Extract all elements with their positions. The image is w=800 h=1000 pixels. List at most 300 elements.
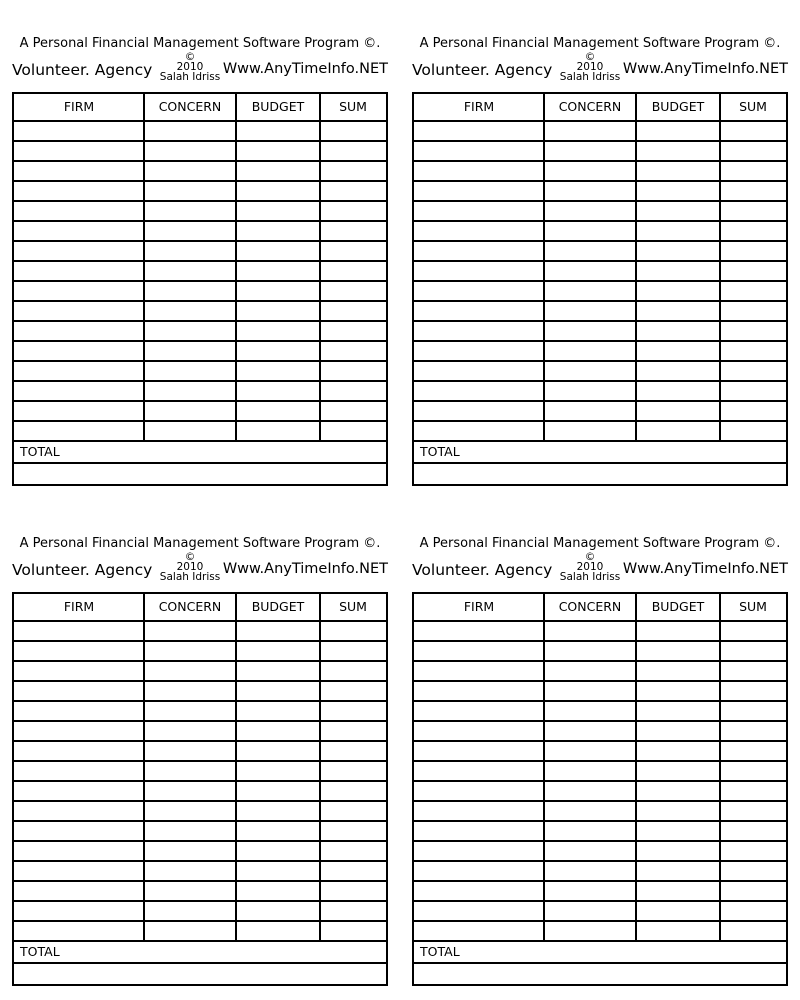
- table-cell[interactable]: [144, 642, 234, 660]
- table-cell[interactable]: [544, 922, 634, 940]
- table-cell[interactable]: [636, 282, 718, 300]
- copyright-icon: ©: [584, 551, 596, 563]
- table-cell[interactable]: [544, 322, 634, 340]
- table-cell[interactable]: [414, 322, 542, 340]
- table-cell[interactable]: [320, 882, 384, 900]
- table-cell[interactable]: [544, 222, 634, 240]
- table-cell[interactable]: [414, 862, 542, 880]
- table-cell[interactable]: [14, 922, 142, 940]
- table-cell[interactable]: [320, 362, 384, 380]
- table-cell[interactable]: [14, 142, 142, 160]
- table-cell[interactable]: [236, 822, 318, 840]
- table-cell[interactable]: [14, 162, 142, 180]
- table-cell[interactable]: [236, 802, 318, 820]
- table-cell[interactable]: [320, 722, 384, 740]
- table-cell[interactable]: [144, 362, 234, 380]
- table-cell[interactable]: [544, 782, 634, 800]
- table-cell[interactable]: [236, 182, 318, 200]
- table-cell[interactable]: [144, 682, 234, 700]
- table-cell[interactable]: [236, 362, 318, 380]
- table-cell[interactable]: [720, 922, 784, 940]
- author-name: Salah Idriss: [559, 71, 621, 83]
- total-value-field[interactable]: [414, 464, 786, 482]
- table-cell[interactable]: [720, 782, 784, 800]
- table-cell[interactable]: [320, 922, 384, 940]
- table-cell[interactable]: [14, 202, 142, 220]
- row-divider: [414, 440, 786, 442]
- table-cell[interactable]: [636, 882, 718, 900]
- table-cell[interactable]: [144, 882, 234, 900]
- table-cell[interactable]: [320, 162, 384, 180]
- table-cell[interactable]: [414, 142, 542, 160]
- table-cell[interactable]: [14, 622, 142, 640]
- table-cell[interactable]: [236, 242, 318, 260]
- column-header-firm: FIRM: [463, 99, 495, 114]
- table-cell[interactable]: [414, 342, 542, 360]
- table-cell[interactable]: [636, 142, 718, 160]
- table-cell[interactable]: [320, 282, 384, 300]
- table-cell[interactable]: [544, 362, 634, 380]
- table-cell[interactable]: [544, 662, 634, 680]
- table-cell[interactable]: [636, 782, 718, 800]
- table-cell[interactable]: [14, 642, 142, 660]
- table-cell[interactable]: [720, 642, 784, 660]
- table-cell[interactable]: [544, 882, 634, 900]
- table-cell[interactable]: [14, 682, 142, 700]
- table-cell[interactable]: [720, 162, 784, 180]
- table-cell[interactable]: [636, 122, 718, 140]
- table-cell[interactable]: [320, 262, 384, 280]
- table-cell[interactable]: [636, 242, 718, 260]
- table-cell[interactable]: [720, 762, 784, 780]
- column-divider: [235, 594, 237, 942]
- table-cell[interactable]: [720, 342, 784, 360]
- table-cell[interactable]: [320, 802, 384, 820]
- table-cell[interactable]: [544, 822, 634, 840]
- table-cell[interactable]: [720, 382, 784, 400]
- table-cell[interactable]: [144, 802, 234, 820]
- table-cell[interactable]: [144, 722, 234, 740]
- table-cell[interactable]: [144, 782, 234, 800]
- table-cell[interactable]: [636, 202, 718, 220]
- table-cell[interactable]: [720, 702, 784, 720]
- total-value-field[interactable]: [414, 964, 786, 982]
- table-cell[interactable]: [320, 202, 384, 220]
- table-cell[interactable]: [14, 862, 142, 880]
- table-cell[interactable]: [414, 842, 542, 860]
- table-cell[interactable]: [144, 222, 234, 240]
- table-cell[interactable]: [320, 402, 384, 420]
- table-cell[interactable]: [544, 202, 634, 220]
- table-cell[interactable]: [720, 362, 784, 380]
- table-cell[interactable]: [320, 762, 384, 780]
- table-cell[interactable]: [720, 682, 784, 700]
- total-value-field[interactable]: [14, 464, 386, 482]
- table-cell[interactable]: [236, 222, 318, 240]
- table-cell[interactable]: [720, 302, 784, 320]
- table-cell[interactable]: [14, 762, 142, 780]
- table-cell[interactable]: [720, 182, 784, 200]
- table-cell[interactable]: [414, 382, 542, 400]
- table-cell[interactable]: [544, 722, 634, 740]
- table-cell[interactable]: [414, 642, 542, 660]
- table-cell[interactable]: [144, 282, 234, 300]
- agency-name: Volunteer. Agency: [12, 561, 153, 579]
- table-cell[interactable]: [14, 802, 142, 820]
- table-cell[interactable]: [720, 842, 784, 860]
- column-header-concern: CONCERN: [558, 99, 622, 114]
- table-cell[interactable]: [236, 142, 318, 160]
- table-cell[interactable]: [414, 682, 542, 700]
- column-header-concern: CONCERN: [158, 99, 222, 114]
- table-cell[interactable]: [144, 142, 234, 160]
- table-cell[interactable]: [236, 622, 318, 640]
- table-cell[interactable]: [320, 822, 384, 840]
- table-cell[interactable]: [636, 422, 718, 440]
- table-cell[interactable]: [414, 922, 542, 940]
- table-cell[interactable]: [236, 742, 318, 760]
- table-cell[interactable]: [144, 662, 234, 680]
- table-cell[interactable]: [14, 382, 142, 400]
- table-cell[interactable]: [636, 402, 718, 420]
- table-cell[interactable]: [720, 862, 784, 880]
- table-cell[interactable]: [14, 222, 142, 240]
- table-cell[interactable]: [544, 122, 634, 140]
- table-cell[interactable]: [636, 382, 718, 400]
- table-cell[interactable]: [414, 122, 542, 140]
- expense-form: [12, 36, 388, 496]
- table-cell[interactable]: [636, 662, 718, 680]
- table-cell[interactable]: [236, 882, 318, 900]
- column-header-sum: SUM: [339, 99, 367, 114]
- table-cell[interactable]: [320, 682, 384, 700]
- table-cell[interactable]: [544, 842, 634, 860]
- table-cell[interactable]: [414, 182, 542, 200]
- copyright-year: 2010: [176, 561, 204, 573]
- table-cell[interactable]: [320, 242, 384, 260]
- table-cell[interactable]: [14, 722, 142, 740]
- table-cell[interactable]: [320, 422, 384, 440]
- expense-form: [412, 536, 788, 996]
- table-cell[interactable]: [236, 282, 318, 300]
- table-cell[interactable]: [236, 662, 318, 680]
- table-cell[interactable]: [414, 162, 542, 180]
- table-cell[interactable]: [414, 402, 542, 420]
- table-cell[interactable]: [414, 762, 542, 780]
- table-cell[interactable]: [544, 902, 634, 920]
- table-cell[interactable]: [544, 282, 634, 300]
- table-cell[interactable]: [414, 702, 542, 720]
- expense-table: [12, 92, 388, 486]
- table-cell[interactable]: [14, 902, 142, 920]
- table-cell[interactable]: [236, 202, 318, 220]
- table-cell[interactable]: [636, 862, 718, 880]
- table-cell[interactable]: [236, 642, 318, 660]
- table-cell[interactable]: [414, 422, 542, 440]
- column-header-budget: BUDGET: [651, 599, 705, 614]
- table-cell[interactable]: [320, 122, 384, 140]
- table-cell[interactable]: [14, 122, 142, 140]
- table-cell[interactable]: [144, 322, 234, 340]
- table-cell[interactable]: [236, 382, 318, 400]
- copyright-year: 2010: [576, 561, 604, 573]
- table-cell[interactable]: [236, 342, 318, 360]
- table-cell[interactable]: [144, 342, 234, 360]
- table-cell[interactable]: [144, 742, 234, 760]
- table-cell[interactable]: [236, 162, 318, 180]
- table-cell[interactable]: [720, 422, 784, 440]
- table-cell[interactable]: [236, 322, 318, 340]
- table-cell[interactable]: [414, 822, 542, 840]
- copyright-block: [550, 552, 630, 582]
- table-cell[interactable]: [144, 242, 234, 260]
- table-cell[interactable]: [414, 302, 542, 320]
- table-cell[interactable]: [320, 142, 384, 160]
- total-label: TOTAL: [420, 944, 460, 959]
- row-divider: [414, 940, 786, 942]
- table-cell[interactable]: [144, 402, 234, 420]
- table-cell[interactable]: [144, 862, 234, 880]
- table-cell[interactable]: [636, 262, 718, 280]
- column-header-sum: SUM: [739, 599, 767, 614]
- table-cell[interactable]: [320, 622, 384, 640]
- table-cell[interactable]: [236, 782, 318, 800]
- program-title: A Personal Financial Management Software Program ©.: [419, 36, 781, 51]
- table-cell[interactable]: [720, 242, 784, 260]
- copyright-block: [150, 552, 230, 582]
- table-cell[interactable]: [144, 382, 234, 400]
- column-divider: [635, 594, 637, 942]
- table-cell[interactable]: [414, 282, 542, 300]
- table-cell[interactable]: [636, 162, 718, 180]
- table-cell[interactable]: [144, 622, 234, 640]
- table-cell[interactable]: [320, 842, 384, 860]
- table-cell[interactable]: [544, 342, 634, 360]
- table-cell[interactable]: [14, 742, 142, 760]
- table-cell[interactable]: [720, 802, 784, 820]
- table-cell[interactable]: [636, 702, 718, 720]
- table-cell[interactable]: [544, 302, 634, 320]
- table-cell[interactable]: [14, 702, 142, 720]
- table-cell[interactable]: [414, 782, 542, 800]
- table-cell[interactable]: [320, 782, 384, 800]
- table-cell[interactable]: [14, 282, 142, 300]
- table-cell[interactable]: [414, 722, 542, 740]
- table-cell[interactable]: [720, 222, 784, 240]
- table-cell[interactable]: [544, 742, 634, 760]
- column-header-concern: CONCERN: [158, 599, 222, 614]
- table-cell[interactable]: [236, 762, 318, 780]
- table-cell[interactable]: [720, 322, 784, 340]
- table-cell[interactable]: [636, 222, 718, 240]
- table-cell[interactable]: [14, 242, 142, 260]
- table-cell[interactable]: [14, 402, 142, 420]
- table-cell[interactable]: [720, 722, 784, 740]
- table-cell[interactable]: [144, 762, 234, 780]
- table-cell[interactable]: [544, 262, 634, 280]
- table-cell[interactable]: [636, 342, 718, 360]
- table-cell[interactable]: [236, 842, 318, 860]
- column-divider: [319, 94, 321, 442]
- table-cell[interactable]: [414, 902, 542, 920]
- table-cell[interactable]: [544, 862, 634, 880]
- table-cell[interactable]: [144, 702, 234, 720]
- table-cell[interactable]: [14, 422, 142, 440]
- table-cell[interactable]: [636, 762, 718, 780]
- copyright-icon: ©: [184, 51, 196, 63]
- table-cell[interactable]: [414, 222, 542, 240]
- table-cell[interactable]: [414, 802, 542, 820]
- column-divider: [543, 594, 545, 942]
- table-cell[interactable]: [720, 902, 784, 920]
- table-cell[interactable]: [544, 242, 634, 260]
- table-cell[interactable]: [636, 802, 718, 820]
- table-cell[interactable]: [144, 182, 234, 200]
- column-divider: [319, 594, 321, 942]
- table-cell[interactable]: [236, 262, 318, 280]
- table-cell[interactable]: [544, 622, 634, 640]
- table-cell[interactable]: [236, 422, 318, 440]
- expense-table: [12, 592, 388, 986]
- table-cell[interactable]: [720, 622, 784, 640]
- table-cell[interactable]: [144, 922, 234, 940]
- table-cell[interactable]: [144, 842, 234, 860]
- table-cell[interactable]: [144, 262, 234, 280]
- table-cell[interactable]: [414, 362, 542, 380]
- column-header-budget: BUDGET: [251, 99, 305, 114]
- table-cell[interactable]: [14, 322, 142, 340]
- table-cell[interactable]: [144, 202, 234, 220]
- table-cell[interactable]: [544, 382, 634, 400]
- table-cell[interactable]: [544, 422, 634, 440]
- table-cell[interactable]: [720, 742, 784, 760]
- table-cell[interactable]: [236, 122, 318, 140]
- table-cell[interactable]: [320, 322, 384, 340]
- table-cell[interactable]: [636, 322, 718, 340]
- table-cell[interactable]: [144, 902, 234, 920]
- table-cell[interactable]: [144, 422, 234, 440]
- table-cell[interactable]: [236, 862, 318, 880]
- table-cell[interactable]: [320, 742, 384, 760]
- table-cell[interactable]: [14, 362, 142, 380]
- table-cell[interactable]: [720, 202, 784, 220]
- table-cell[interactable]: [544, 762, 634, 780]
- table-cell[interactable]: [544, 702, 634, 720]
- table-cell[interactable]: [144, 822, 234, 840]
- table-cell[interactable]: [636, 622, 718, 640]
- table-cell[interactable]: [636, 182, 718, 200]
- table-cell[interactable]: [236, 902, 318, 920]
- table-cell[interactable]: [414, 882, 542, 900]
- total-value-field[interactable]: [14, 964, 386, 982]
- table-cell[interactable]: [320, 862, 384, 880]
- table-cell[interactable]: [14, 302, 142, 320]
- table-cell[interactable]: [236, 922, 318, 940]
- table-cell[interactable]: [320, 662, 384, 680]
- table-cell[interactable]: [144, 302, 234, 320]
- copyright-icon: ©: [584, 51, 596, 63]
- table-cell[interactable]: [636, 682, 718, 700]
- table-cell[interactable]: [14, 182, 142, 200]
- table-cell[interactable]: [414, 622, 542, 640]
- table-cell[interactable]: [236, 722, 318, 740]
- table-cell[interactable]: [636, 362, 718, 380]
- table-cell[interactable]: [320, 642, 384, 660]
- table-cell[interactable]: [320, 902, 384, 920]
- table-cell[interactable]: [720, 662, 784, 680]
- table-cell[interactable]: [544, 682, 634, 700]
- table-cell[interactable]: [14, 782, 142, 800]
- table-cell[interactable]: [720, 122, 784, 140]
- table-cell[interactable]: [236, 702, 318, 720]
- table-cell[interactable]: [414, 202, 542, 220]
- table-cell[interactable]: [636, 922, 718, 940]
- table-cell[interactable]: [14, 842, 142, 860]
- column-header-budget: BUDGET: [651, 99, 705, 114]
- table-cell[interactable]: [544, 642, 634, 660]
- column-divider: [143, 94, 145, 442]
- table-cell[interactable]: [544, 182, 634, 200]
- table-cell[interactable]: [544, 142, 634, 160]
- table-cell[interactable]: [320, 182, 384, 200]
- table-cell[interactable]: [720, 262, 784, 280]
- table-cell[interactable]: [236, 682, 318, 700]
- table-cell[interactable]: [720, 822, 784, 840]
- table-cell[interactable]: [636, 902, 718, 920]
- table-cell[interactable]: [320, 342, 384, 360]
- table-cell[interactable]: [320, 222, 384, 240]
- table-cell[interactable]: [544, 402, 634, 420]
- table-cell[interactable]: [720, 882, 784, 900]
- column-divider: [143, 594, 145, 942]
- table-cell[interactable]: [414, 262, 542, 280]
- author-name: Salah Idriss: [559, 571, 621, 583]
- table-cell[interactable]: [720, 282, 784, 300]
- table-cell[interactable]: [14, 882, 142, 900]
- program-title: A Personal Financial Management Software Program ©.: [19, 536, 381, 551]
- column-header-sum: SUM: [739, 99, 767, 114]
- table-cell[interactable]: [636, 302, 718, 320]
- copyright-icon: ©: [184, 551, 196, 563]
- table-cell[interactable]: [320, 382, 384, 400]
- table-cell[interactable]: [320, 702, 384, 720]
- table-cell[interactable]: [14, 342, 142, 360]
- table-cell[interactable]: [414, 662, 542, 680]
- table-cell[interactable]: [636, 822, 718, 840]
- table-cell[interactable]: [720, 402, 784, 420]
- table-cell[interactable]: [414, 742, 542, 760]
- table-cell[interactable]: [320, 302, 384, 320]
- table-cell[interactable]: [236, 402, 318, 420]
- table-cell[interactable]: [14, 822, 142, 840]
- table-cell[interactable]: [636, 722, 718, 740]
- table-cell[interactable]: [636, 642, 718, 660]
- column-header-firm: FIRM: [463, 599, 495, 614]
- table-cell[interactable]: [720, 142, 784, 160]
- table-cell[interactable]: [544, 802, 634, 820]
- agency-name: Volunteer. Agency: [412, 561, 553, 579]
- table-cell[interactable]: [636, 842, 718, 860]
- table-cell[interactable]: [14, 262, 142, 280]
- author-name: Salah Idriss: [159, 571, 221, 583]
- table-cell[interactable]: [144, 122, 234, 140]
- table-cell[interactable]: [236, 302, 318, 320]
- table-cell[interactable]: [144, 162, 234, 180]
- table-cell[interactable]: [414, 242, 542, 260]
- table-cell[interactable]: [544, 162, 634, 180]
- table-cell[interactable]: [14, 662, 142, 680]
- table-cell[interactable]: [636, 742, 718, 760]
